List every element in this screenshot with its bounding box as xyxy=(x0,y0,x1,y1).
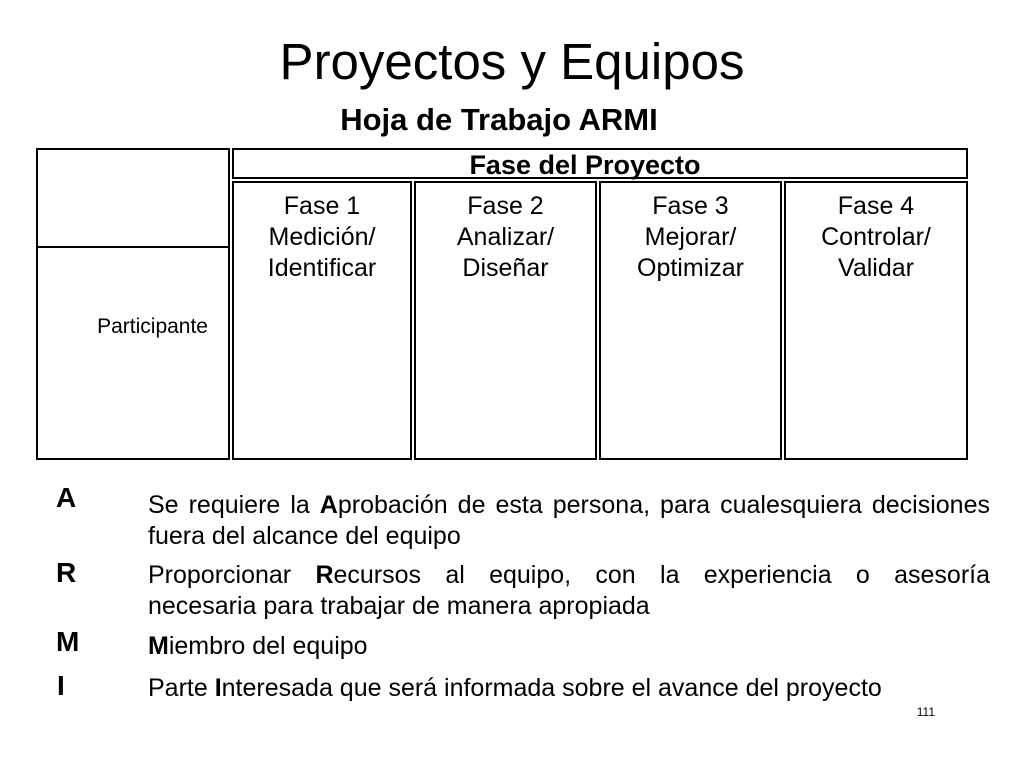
phase-label xyxy=(601,191,780,284)
phase-column-1 xyxy=(232,181,412,460)
phase-name: Fase 4 xyxy=(837,192,915,220)
legend-text: Parte xyxy=(148,674,215,702)
phase-line: Optimizar xyxy=(637,254,744,282)
phase-line: Identificar xyxy=(267,254,377,282)
legend-keyword-letter: I xyxy=(214,674,222,702)
legend-keyword-letter: R xyxy=(315,561,334,589)
project-phase-header-label: Fase del Proyecto xyxy=(469,150,701,180)
phase-line: Controlar/ xyxy=(821,223,931,251)
phase-column-4 xyxy=(784,181,968,460)
phase-line: Mejorar/ xyxy=(644,223,737,251)
phase-line: Analizar/ xyxy=(456,223,555,251)
legend-text: probación de esta persona, para cualesquiera decisiones xyxy=(337,491,990,519)
page-number: 111 xyxy=(916,705,935,719)
phase-line: Validar xyxy=(838,254,914,282)
phase-line: Diseñar xyxy=(462,254,549,282)
legend-keyword-letter: M xyxy=(148,632,169,660)
legend-keyword-letter: A xyxy=(319,491,338,519)
legend-letter: A xyxy=(56,482,77,513)
table-corner-cell xyxy=(36,148,230,248)
legend-letter: I xyxy=(57,670,65,701)
legend-text: ecursos al equipo, con la experiencia o asesoría xyxy=(333,561,991,589)
slide-title: Proyectos y Equipos xyxy=(279,33,745,90)
legend-text: iembro del equipo xyxy=(168,632,368,660)
legend-description-line xyxy=(148,673,990,704)
phase-name: Fase 1 xyxy=(283,192,361,220)
legend-description-line: fuera del alcance del equipo xyxy=(148,522,461,550)
legend-letter: M xyxy=(56,626,80,657)
legend-description-line xyxy=(148,631,990,662)
legend-text: nteresada que será informada sobre el avance del proyecto xyxy=(221,674,882,702)
phase-name: Fase 2 xyxy=(467,192,544,220)
legend-letter: R xyxy=(56,557,77,588)
phase-column-3 xyxy=(599,181,782,460)
participant-cell xyxy=(36,246,230,460)
phase-label xyxy=(416,191,595,284)
phase-line: Medición/ xyxy=(268,223,376,251)
phase-label xyxy=(786,191,966,284)
legend-text: Proporcionar xyxy=(148,561,316,589)
legend-description-line xyxy=(148,490,990,521)
phase-name: Fase 3 xyxy=(652,192,729,220)
phase-column-2 xyxy=(414,181,597,460)
legend-description-line: necesaria para trabajar de manera apropiada xyxy=(148,592,650,620)
legend-description-line xyxy=(148,560,990,591)
phase-label xyxy=(234,191,410,284)
legend-text: Se requiere la xyxy=(148,491,320,519)
slide-subtitle: Hoja de Trabajo ARMI xyxy=(340,102,658,137)
participant-label: Participante xyxy=(97,315,208,338)
project-phase-header xyxy=(232,148,968,179)
